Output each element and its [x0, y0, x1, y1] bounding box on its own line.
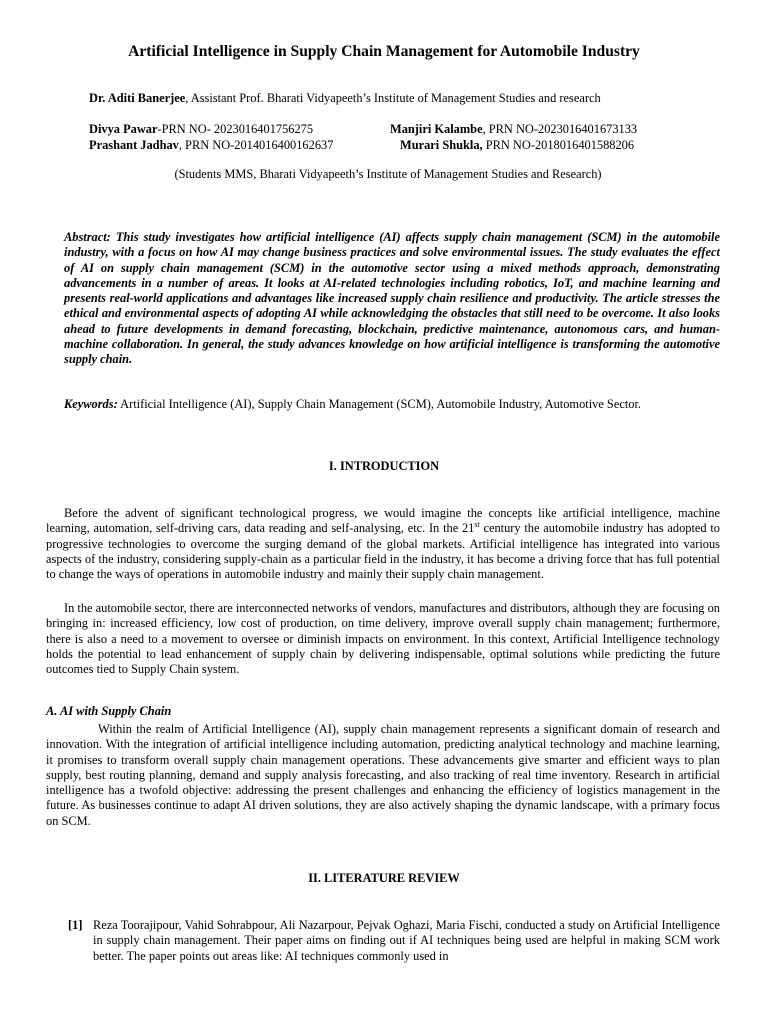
student-name: Divya Pawar	[89, 122, 158, 136]
ordinal-superscript: st	[474, 520, 480, 530]
student-author	[89, 138, 333, 153]
subsection-paragraph: Within the realm of Artificial Intelligence (AI), supply chain management represents a significant domain of research and innovation. With the integration of artificial intelligence including automation, predicting analytical technology and machine learning, it promises to transform overall supply chain management operations. These advancements give smarter and efficient ways to plan supply, best routing planning, demand and supply analysis forecasting, and also tracking of real time inventory. Research in artificial intelligence has a twofold objective: addressing the present challenges and enhancing the efficiency of logistics management in the future. As businesses continue to adapt AI driven solutions, they are also actively shaping the dynamic landscape, with a primary focus on SCM.	[46, 722, 720, 828]
intro-p1-part-a: Before the advent of significant technological progress, we would imagine the concepts like artificial intelligence, machine learning, automation, self-driving cars, data reading and self-analysing, etc. In the 21	[46, 506, 720, 536]
student-author	[400, 138, 634, 153]
student-prn: , PRN NO-2014016400162637	[178, 138, 334, 152]
paper-title: Artificial Intelligence in Supply Chain Management for Automobile Industry	[128, 43, 640, 60]
main-author-line	[89, 91, 601, 106]
student-name: Prashant Jadhav	[89, 138, 179, 152]
keywords-text: Artificial Intelligence (AI), Supply Chain Management (SCM), Automobile Industry, Automotive Sector.	[117, 397, 642, 411]
reference-number: [1]	[68, 918, 83, 932]
author-row	[89, 138, 689, 154]
subsection-heading-ai-supply-chain: A. AI with Supply Chain	[46, 704, 172, 718]
student-author	[89, 122, 313, 137]
section-heading-introduction: I. INTRODUCTION	[328, 459, 440, 473]
keywords-label: Keywords:	[64, 397, 118, 411]
main-author-affiliation: , Assistant Prof. Bharati Vidyapeeth’s Institute of Management Studies and research	[185, 91, 601, 105]
section-heading-literature-review: II. LITERATURE REVIEW	[308, 871, 460, 885]
student-name: Murari Shukla,	[400, 138, 483, 152]
student-author	[390, 122, 637, 137]
main-author-name: Dr. Aditi Banerjee	[89, 91, 186, 105]
student-authors	[89, 122, 689, 154]
keywords	[46, 396, 720, 412]
abstract: Abstract: This study investigates how artificial intelligence (AI) affects supply chain management (SCM) in the automobile industry, with a focus on how AI may change business practices and solve environmental issues. The study evaluates the effect of AI on supply chain management (SCM) in the automotive sector using a mixed methods approach, demonstrating advancements in a number of areas. It looks at AI-related technologies including robotics, IoT, and machine learning and presents real-world applications and advantages like increased supply chain resilience and productivity. The article stresses the ethical and environmental aspects of adopting AI while acknowledging the obstacles that still need to be overcome. It also looks ahead to future developments in demand forecasting, blockchain, predictive maintenance, autonomous cars, and human-machine collaboration. In general, the study advances knowledge on how artificial intelligence is transforming the automotive supply chain.	[64, 230, 720, 367]
student-prn: -PRN NO- 2023016401756275	[157, 122, 314, 136]
author-row	[89, 122, 689, 138]
intro-p1-part-b: century the automobile industry has adopted to progressive technologies to overcome the surging demand of the global markets. Artificial intelligence has integrated into various aspects of the industry, considering supply-chain as a particular field in the industry, it has become a driving force that has full potential to change the ways of operations in automobile industry and mainly their supply chain management.	[46, 521, 721, 582]
student-prn: PRN NO-2018016401588206	[482, 138, 635, 152]
student-name: Manjiri Kalambe	[390, 122, 483, 136]
intro-paragraph-2: In the automobile sector, there are interconnected networks of vendors, manufactures and distributors, although they are focusing on bringing in: increased efficiency, low cost of production, on time delivery, improve overall supply chain management; furthermore, there is also a need to a movement to oversee or diminish impacts on environment. In this context, Artificial Intelligence technology holds the potential to lead enhancement of supply chain by delivering indispensable, optimal solutions while predicting the future outcomes tied to Supply Chain system.	[46, 601, 720, 677]
reference-item	[68, 918, 720, 964]
student-prn: , PRN NO-2023016401673133	[482, 122, 638, 136]
reference-text: Reza Toorajipour, Vahid Sohrabpour, Ali Nazarpour, Pejvak Oghazi, Maria Fischi, conducted a study on Artificial Intelligence in supply chain management. Their paper aims on finding out if AI techniques being used are helpful in making SCM work better. The paper points out areas like: AI techniques commonly used in	[93, 918, 720, 963]
intro-paragraph-1	[46, 506, 720, 582]
students-affiliation: (Students MMS, Bharati Vidyapeeth’s Institute of Management Studies and Research)	[174, 167, 602, 181]
